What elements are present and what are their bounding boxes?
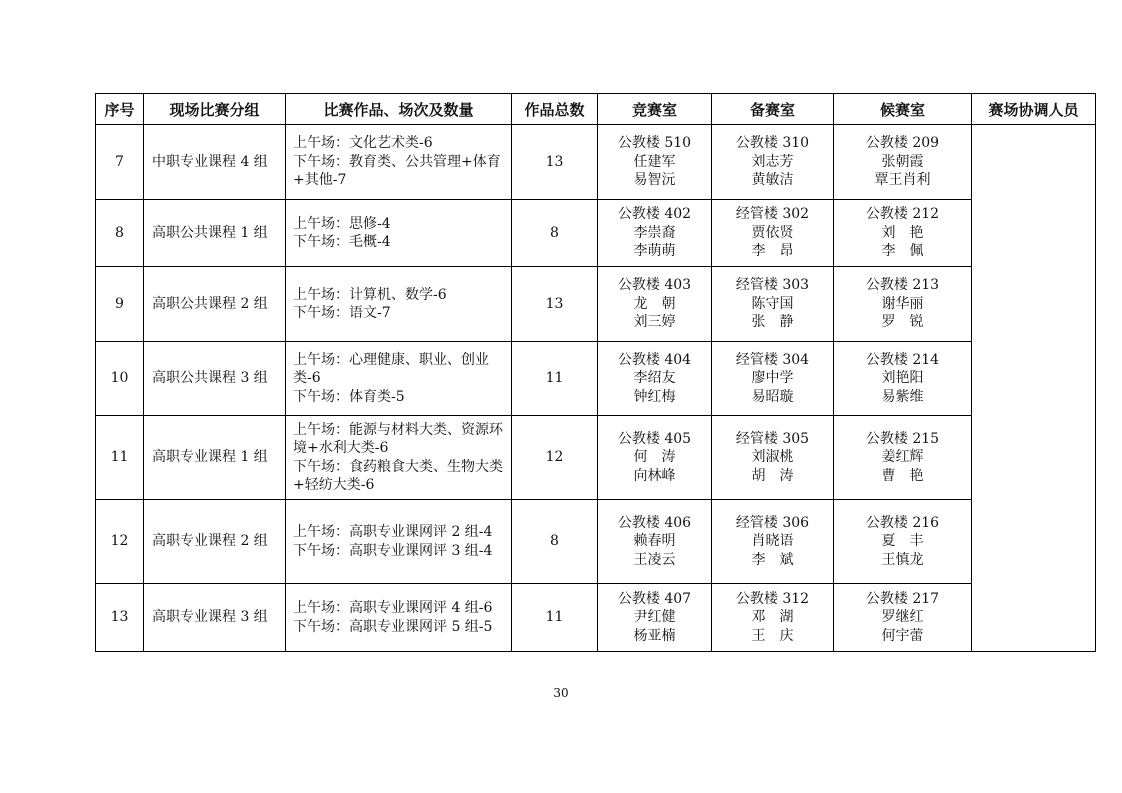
prep-room-cell [712, 200, 834, 267]
contest-room-line: 赖春明 [633, 533, 676, 550]
header-waiting-room: 候赛室 [834, 94, 972, 125]
session-line: 上午场：高职专业课网评 4 组-6 [293, 600, 493, 616]
table-row [96, 342, 1096, 416]
waiting-room-cell [834, 267, 972, 342]
prep-room-line: 胡 涛 [751, 467, 794, 484]
contest-room-line: 向林峰 [633, 467, 676, 484]
group-name: 高职公共课程 3 组 [144, 342, 286, 416]
contest-room-cell [598, 200, 712, 267]
prep-room-cell [712, 125, 834, 200]
prep-room-line: 经管楼 304 [735, 351, 810, 368]
waiting-room-line: 刘艳阳 [881, 370, 924, 387]
page-number: 30 [553, 686, 569, 700]
table-row [96, 500, 1096, 584]
contest-room-line: 公教楼 405 [617, 430, 692, 447]
work-total: 8 [512, 200, 598, 267]
session-line: 上午场：思修-4 [293, 215, 391, 232]
header-row [96, 94, 1096, 125]
contest-room-line: 王凌云 [633, 551, 676, 568]
contest-room-cell [598, 584, 712, 652]
table-row [96, 267, 1096, 342]
row-number: 10 [96, 342, 144, 416]
sessions-cell [286, 584, 512, 652]
schedule-table [95, 93, 1096, 652]
table-row [96, 416, 1096, 500]
waiting-room-line: 公教楼 213 [865, 277, 940, 294]
header-no: 序号 [96, 94, 144, 125]
prep-room-line: 邓 湖 [751, 609, 794, 626]
prep-room-line: 公教楼 310 [735, 135, 810, 152]
group-name: 中职专业课程 4 组 [144, 125, 286, 200]
header-coordinator: 赛场协调人员 [972, 94, 1096, 125]
sessions-cell [286, 267, 512, 342]
contest-room-cell [598, 500, 712, 584]
header-group: 现场比赛分组 [144, 94, 286, 125]
group-name: 高职专业课程 1 组 [144, 416, 286, 500]
contest-room-line: 公教楼 510 [617, 135, 692, 152]
prep-room-line: 陈守国 [751, 295, 794, 312]
contest-room-line: 钟红梅 [633, 388, 676, 405]
sessions-cell [286, 125, 512, 200]
contest-room-cell [598, 416, 712, 500]
group-name: 高职专业课程 2 组 [144, 500, 286, 584]
sessions-cell [286, 416, 512, 500]
waiting-room-cell [834, 342, 972, 416]
prep-room-line: 李 斌 [751, 551, 794, 568]
contest-room-line: 何 涛 [633, 449, 676, 466]
waiting-room-line: 夏 丰 [881, 533, 924, 550]
contest-room-line: 李崇裔 [633, 224, 676, 241]
waiting-room-line: 公教楼 217 [865, 590, 940, 607]
prep-room-line: 肖晓语 [751, 533, 794, 550]
prep-room-line: 廖中学 [751, 370, 794, 387]
waiting-room-line: 覃王肖利 [874, 172, 931, 189]
contest-room-line: 易智沅 [633, 172, 676, 189]
waiting-room-cell [834, 416, 972, 500]
waiting-room-cell [834, 584, 972, 652]
session-line: 下午场：教育类、公共管理+体育+其他-7 [293, 153, 501, 189]
prep-room-line: 刘淑桃 [751, 449, 794, 466]
waiting-room-line: 罗继红 [881, 609, 924, 626]
waiting-room-line: 公教楼 214 [865, 351, 940, 368]
contest-room-line: 龙 朝 [633, 295, 676, 312]
header-sessions: 比赛作品、场次及数量 [286, 94, 512, 125]
waiting-room-line: 公教楼 212 [865, 206, 940, 223]
prep-room-line: 经管楼 306 [735, 514, 810, 531]
session-line: 下午场：毛概-4 [293, 234, 391, 250]
prep-room-line: 贾依贤 [751, 224, 794, 241]
prep-room-line: 刘志芳 [751, 153, 794, 170]
session-line: 上午场：文化艺术类-6 [293, 135, 433, 152]
row-number: 12 [96, 500, 144, 584]
session-line: 下午场：语文-7 [293, 305, 391, 321]
session-line: 上午场：能源与材料大类、资源环境+水利大类-6 [293, 421, 503, 456]
prep-room-line: 黄敏洁 [751, 172, 794, 189]
contest-room-line: 公教楼 402 [617, 206, 692, 223]
waiting-room-line: 罗 锐 [881, 314, 924, 331]
contest-room-line: 李萌萌 [633, 243, 676, 260]
work-total: 11 [512, 584, 598, 652]
row-number: 13 [96, 584, 144, 652]
prep-room-cell [712, 342, 834, 416]
group-name: 高职公共课程 2 组 [144, 267, 286, 342]
row-number: 7 [96, 125, 144, 200]
work-total: 8 [512, 500, 598, 584]
contest-room-cell [598, 342, 712, 416]
contest-room-line: 公教楼 403 [617, 277, 692, 294]
prep-room-cell [712, 584, 834, 652]
prep-room-line: 王 庆 [751, 627, 794, 644]
header-prep-room: 备赛室 [712, 94, 834, 125]
waiting-room-line: 谢华丽 [881, 295, 924, 312]
header-contest-room: 竞赛室 [598, 94, 712, 125]
contest-room-line: 刘三婷 [633, 314, 676, 331]
work-total: 13 [512, 267, 598, 342]
work-total: 12 [512, 416, 598, 500]
waiting-room-line: 姜红辉 [881, 449, 924, 466]
waiting-room-line: 何宇蕾 [881, 627, 924, 644]
table-row [96, 200, 1096, 267]
prep-room-line: 张 静 [751, 314, 794, 331]
session-line: 上午场：心理健康、职业、创业类-6 [293, 351, 489, 387]
contest-room-line: 任建军 [633, 153, 676, 170]
contest-room-line: 公教楼 406 [617, 514, 692, 531]
waiting-room-line: 刘 艳 [881, 224, 924, 241]
waiting-room-line: 公教楼 216 [865, 514, 940, 531]
contest-room-line: 李绍友 [633, 370, 676, 387]
group-name: 高职公共课程 1 组 [144, 200, 286, 267]
row-number: 8 [96, 200, 144, 267]
coordinator-cell [972, 125, 1096, 652]
session-line: 上午场：计算机、数学-6 [293, 286, 447, 303]
prep-room-line: 公教楼 312 [735, 590, 810, 607]
contest-room-line: 杨亚楠 [633, 627, 676, 644]
contest-room-line: 尹红健 [633, 609, 676, 626]
waiting-room-cell [834, 200, 972, 267]
waiting-room-line: 公教楼 215 [865, 430, 940, 447]
session-line: 下午场：食药粮食大类、生物大类+轻纺大类-6 [293, 458, 503, 493]
contest-room-cell [598, 267, 712, 342]
sessions-cell [286, 200, 512, 267]
waiting-room-cell [834, 500, 972, 584]
waiting-room-line: 李 佩 [881, 243, 924, 260]
waiting-room-cell [834, 125, 972, 200]
prep-room-line: 经管楼 303 [735, 277, 810, 294]
row-number: 11 [96, 416, 144, 500]
contest-room-line: 公教楼 407 [617, 590, 692, 607]
session-line: 下午场：体育类-5 [293, 388, 405, 405]
waiting-room-line: 王慎龙 [881, 551, 924, 568]
prep-room-line: 易昭璇 [751, 388, 794, 405]
contest-room-cell [598, 125, 712, 200]
session-line: 下午场：高职专业课网评 3 组-4 [293, 542, 493, 559]
group-name: 高职专业课程 3 组 [144, 584, 286, 652]
table-row [96, 584, 1096, 652]
prep-room-line: 李 昂 [751, 243, 794, 260]
prep-room-cell [712, 267, 834, 342]
table-row [96, 125, 1096, 200]
contest-room-line: 公教楼 404 [617, 351, 692, 368]
work-total: 13 [512, 125, 598, 200]
session-line: 下午场：高职专业课网评 5 组-5 [293, 618, 493, 635]
header-total: 作品总数 [512, 94, 598, 125]
sessions-cell [286, 500, 512, 584]
row-number: 9 [96, 267, 144, 342]
work-total: 11 [512, 342, 598, 416]
prep-room-line: 经管楼 302 [735, 206, 810, 223]
waiting-room-line: 易紫维 [881, 388, 924, 405]
prep-room-line: 经管楼 305 [735, 430, 810, 447]
prep-room-cell [712, 500, 834, 584]
waiting-room-line: 张朝霞 [881, 153, 924, 170]
waiting-room-line: 公教楼 209 [865, 135, 940, 152]
session-line: 上午场：高职专业课网评 2 组-4 [293, 524, 493, 540]
waiting-room-line: 曹 艳 [881, 467, 924, 484]
prep-room-cell [712, 416, 834, 500]
sessions-cell [286, 342, 512, 416]
